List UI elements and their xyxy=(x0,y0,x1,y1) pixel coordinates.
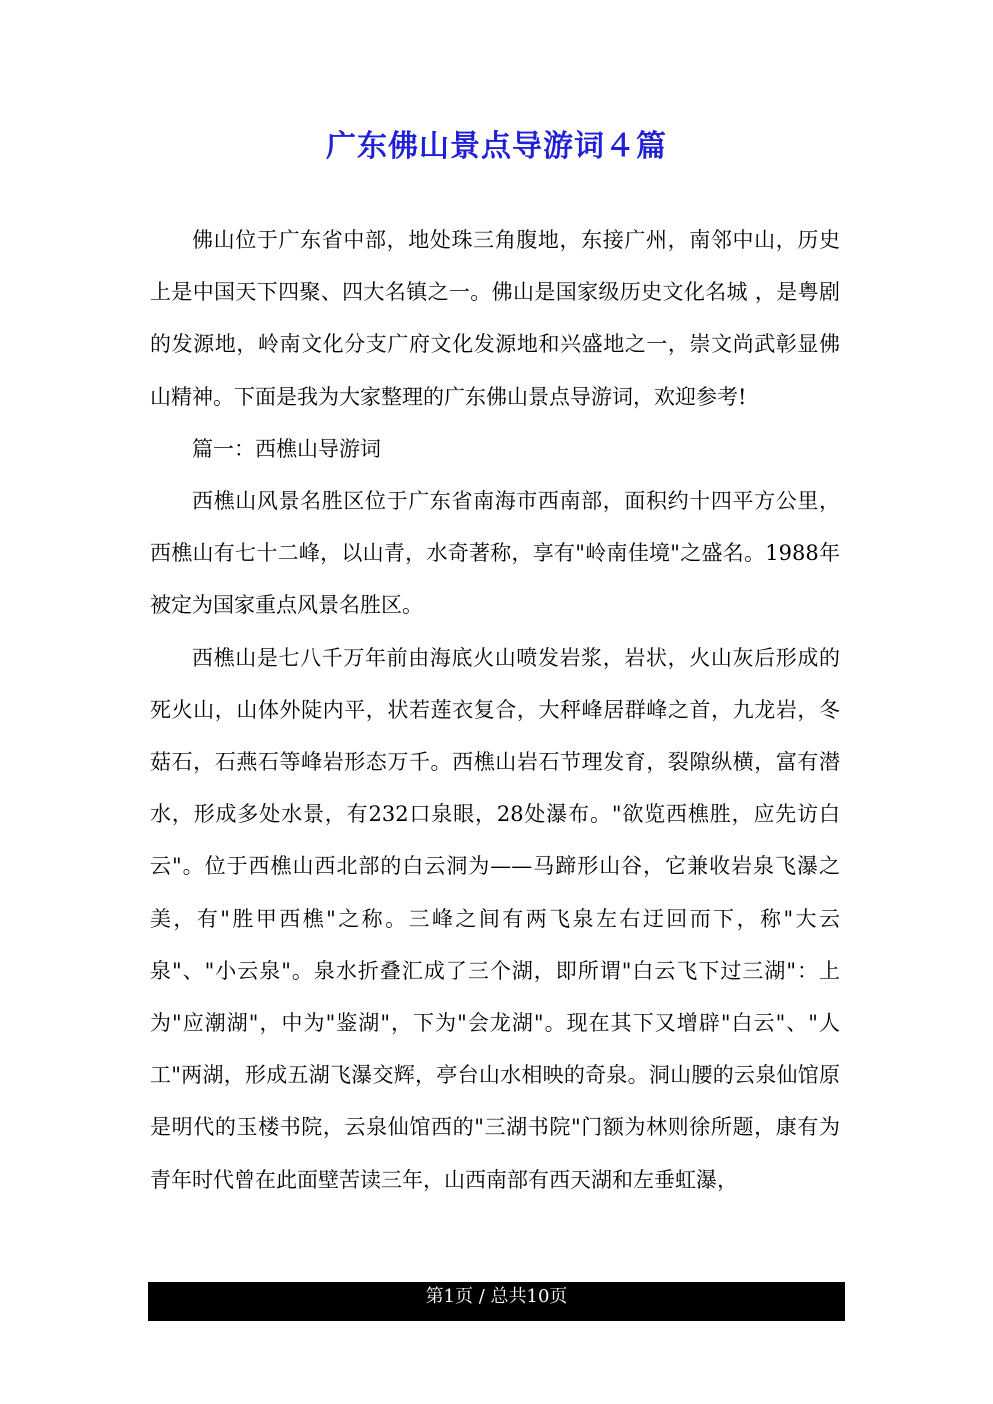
section-heading: 篇一：西樵山导游词 xyxy=(192,436,381,461)
body-paragraph: 西樵山风景名胜区位于广东省南海市西南部，面积约十四平方公里，西樵山有七十二峰，以山青，水奇著称，享有"岭南佳境"之盛名。1988年被定为国家重点风景名胜区。 xyxy=(150,489,840,618)
page-indicator: 第1页 / 总共10页 xyxy=(425,1286,568,1307)
page-footer xyxy=(148,1282,845,1321)
body-paragraph: 西樵山是七八千万年前由海底火山喷发岩浆，岩状，火山灰后形成的死火山，山体外陡内平，状若莲衣复合，大秤峰居群峰之首，九龙岩，冬菇石，石燕石等峰岩形态万千。西樵山岩石节理发育，裂隙纵横，富有潜水，形成多处水景，有232口泉眼，28处瀑布。"欲览西樵胜，应先访白云"。位于西樵山西北部的白云洞为——马蹄形山谷，它兼收岩泉飞瀑之美，有"胜甲西樵"之称。三峰之间有两飞泉左右迂回而下，称"大云泉"、"小云泉"。泉水折叠汇成了三个湖，即所谓"白云飞下过三湖"：上为"应潮湖"，中为"鉴湖"，下为"会龙湖"。现在其下又增辟"白云"、"人工"两湖，形成五湖飞瀑交辉，亭台山水相映的奇泉。洞山腰的云泉仙馆原是明代的玉楼书院，云泉仙馆西的"三湖书院"门额为林则徐所题，康有为青年时代曾在此面壁苦读三年，山西南部有西天湖和左垂虹瀑， xyxy=(150,645,840,1192)
intro-paragraph: 佛山位于广东省中部，地处珠三角腹地，东接广州，南邻中山，历史上是中国天下四聚、四大名镇之一。佛山是国家级历史文化名城 ，是粤剧的发源地，岭南文化分支广府文化发源地和兴盛地之一，崇文尚武彰显佛山精神。下面是我为大家整理的广东佛山景点导游词，欢迎参考! xyxy=(150,228,840,409)
document-body xyxy=(150,214,840,1206)
document-title: 广东佛山景点导游词４篇 xyxy=(326,129,667,164)
